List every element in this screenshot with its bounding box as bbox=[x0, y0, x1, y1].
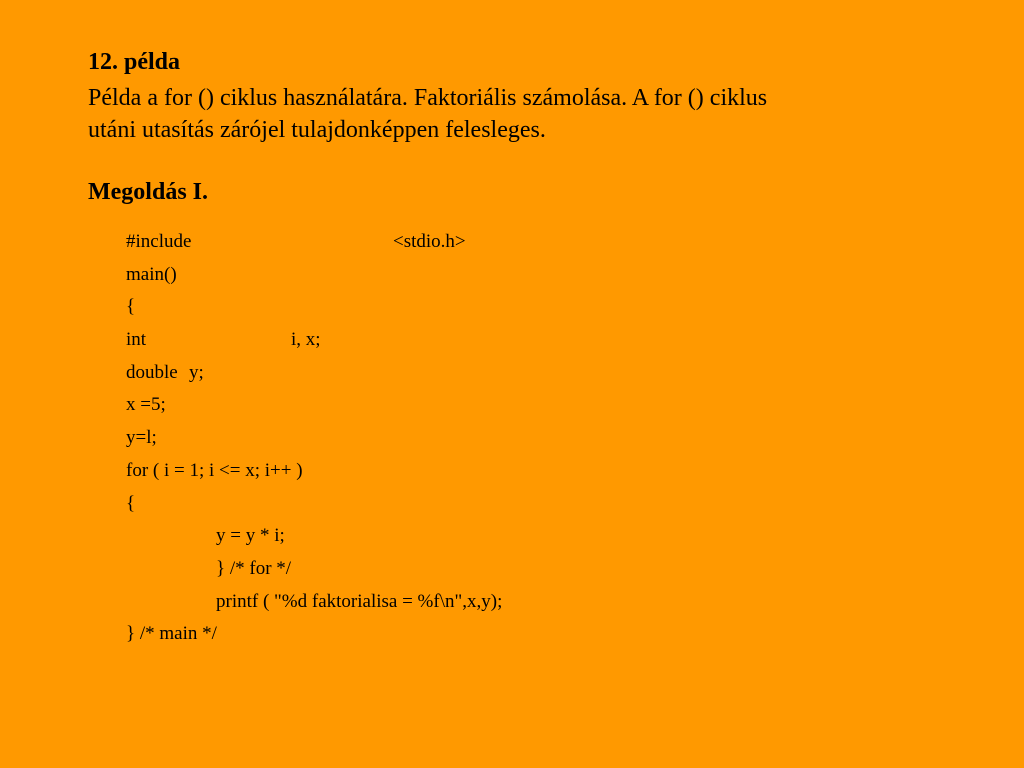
open-brace: { bbox=[126, 296, 136, 318]
code-line-assign-x bbox=[126, 392, 166, 425]
code-block bbox=[126, 229, 503, 654]
code-line-assign-y bbox=[126, 425, 155, 458]
code-line-printf bbox=[126, 589, 503, 622]
code-line-for bbox=[126, 458, 303, 491]
slide-title: 12. példa bbox=[88, 49, 181, 75]
solution-heading: Megoldás I. bbox=[88, 179, 208, 205]
for-open-brace: { bbox=[126, 492, 136, 514]
main-declaration: main() bbox=[126, 263, 177, 285]
code-line-double bbox=[126, 360, 204, 393]
int-vars: i, x; bbox=[291, 329, 321, 351]
assign-x: x =5; bbox=[126, 394, 166, 416]
code-line-open-brace bbox=[126, 294, 155, 327]
int-keyword: int bbox=[126, 329, 147, 351]
double-vars: y; bbox=[189, 361, 204, 383]
description-line-1: Példa a for () ciklus használatára. Faktoriális számolása. A for () ciklus bbox=[88, 85, 768, 111]
include-header: <stdio.h> bbox=[393, 231, 466, 252]
include-keyword: #include bbox=[126, 231, 192, 252]
code-line-loop-body bbox=[126, 523, 285, 556]
code-line-main bbox=[126, 262, 177, 295]
double-keyword: double bbox=[126, 361, 178, 383]
code-line-include bbox=[126, 229, 466, 262]
main-close: } /* main */ bbox=[126, 623, 217, 645]
loop-body: y = y * i; bbox=[216, 525, 285, 547]
code-line-for-close bbox=[126, 556, 292, 589]
code-line-main-close bbox=[126, 621, 217, 654]
for-statement: for ( i = 1; i <= x; i++ ) bbox=[126, 459, 303, 481]
for-close: } /* for */ bbox=[216, 557, 292, 579]
printf-statement: printf ( "%d faktorialisa = %f\n",x,y); bbox=[216, 590, 503, 612]
slide-description bbox=[88, 82, 948, 146]
code-line-int bbox=[126, 327, 321, 360]
code-line-for-open bbox=[126, 491, 155, 524]
assign-y: y=l; bbox=[126, 427, 157, 449]
description-line-2: utáni utasítás zárójel tulajdonképpen felesleges. bbox=[88, 117, 546, 143]
